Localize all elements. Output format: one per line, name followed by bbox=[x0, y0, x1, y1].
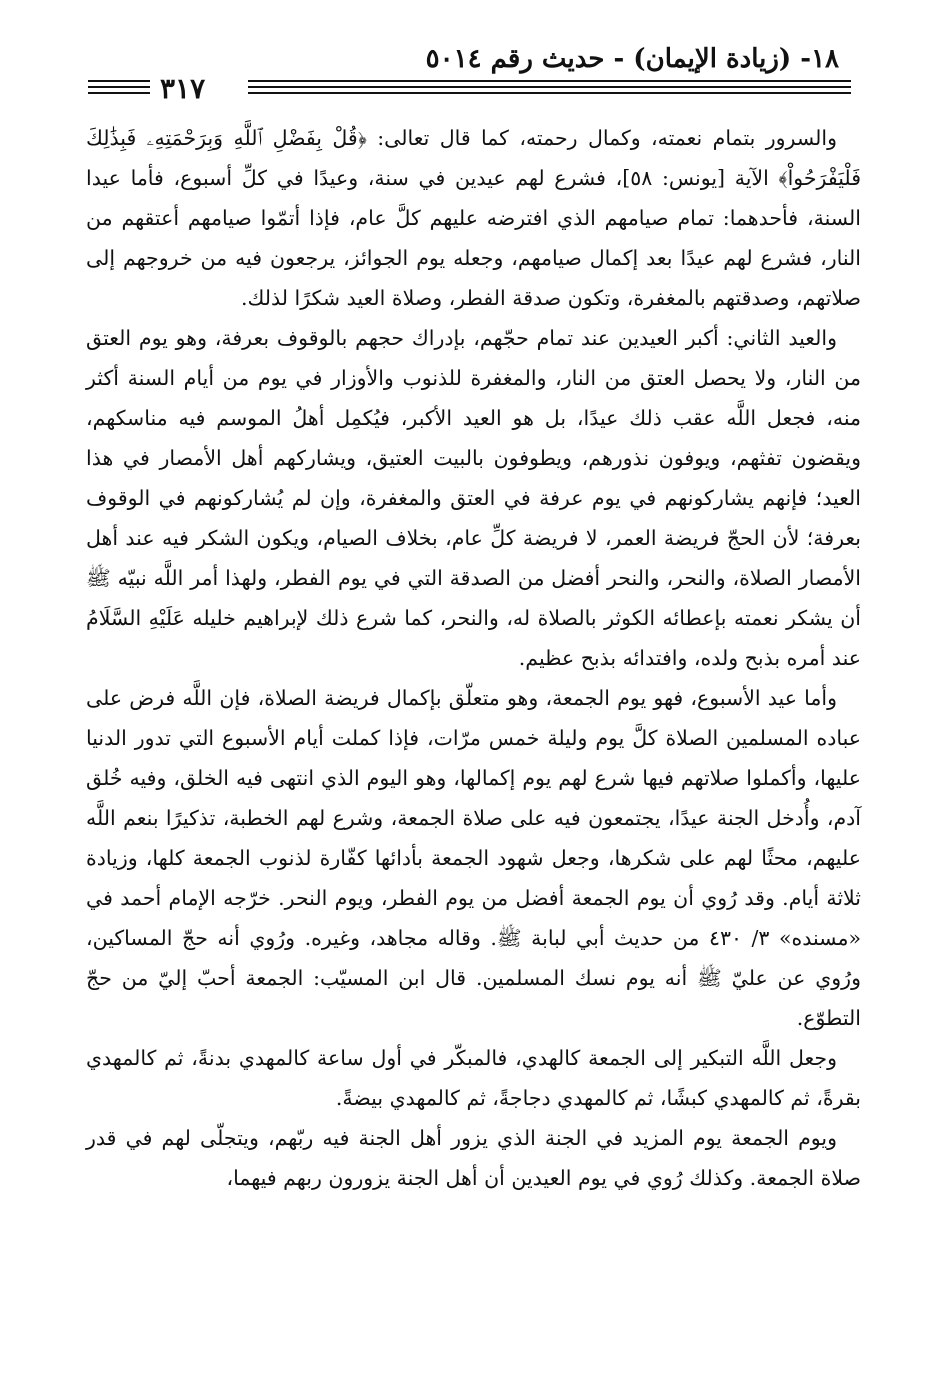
paragraph: والعيد الثاني: أكبر العيدين عند تمام حجّهم، بإدراك حجهم بالوقوف بعرفة، وهو يوم العتق من النار، ولا يحصل العتق من النار، والمغفرة للذنوب والأوزار في يوم من أيام السنة أكثر منه، فجعل اللَّه عقب ذلك عيدًا، بل هو العيد الأكبر، فيُكمِل أهلُ الموسم فيه مناسكهم، ويقضون تفثهم، ويوفون نذورهم، ويطوفون بالبيت العتيق، ويشاركهم أهل الأمصار في هذا العيد؛ فإنهم يشاركونهم في يوم عرفة في العتق والمغفرة، وإن لم يُشاركونهم في الوقوف بعرفة؛ لأن الحجّ فريضة العمر، لا فريضة كلِّ عام، بخلاف الصيام، ويكون الشكر فيه عند أهل الأمصار الصلاة، والنحر، والنحر أفضل من الصدقة التي في يوم الفطر، ولهذا أمر اللَّه نبيّه ﷺ أن يشكر نعمته بإعطائه الكوثر بالصلاة له، والنحر، كما شرع ذلك لإبراهيم خليله عَلَيْهِ السَّلَامُ عند أمره بذبح ولده، وافتدائه بذبح عظيم. bbox=[86, 326, 861, 670]
paragraph: والسرور بتمام نعمته، وكمال رحمته، كما قال تعالى: ﴿قُلْ بِفَضْلِ ٱللَّهِ وَبِرَحْمَتِهِۦ فَبِذَٰلِكَ فَلْيَفْرَحُواْ﴾ الآية [يونس: ٥٨]، فشرع لهم عيدين في سنة، وعيدًا في كلِّ أسبوع، فأما عيدا السنة، فأحدهما: تمام صيامهم الذي افترضه عليهم كلَّ عام، فإذا أتمّوا صيامهم أعتقهم من النار، فشرع لهم عيدًا بعد إكمال صيامهم، وجعله يوم الجوائز، يرجعون فيه من خروجهم إلى صلاتهم، وصدقتهم بالمغفرة، وتكون صدقة الفطر، وصلاة العيد شكرًا لذلك. bbox=[86, 126, 862, 310]
paragraph: وجعل اللَّه التبكير إلى الجمعة كالهدي، فالمبكّر في أول ساعة كالمهدي بدنةً، ثم كالمهدي بقرةً، ثم كالمهدي كبشًا، ثم كالمهدي دجاجةً، ثم كالمهدي بيضةً. bbox=[86, 1046, 861, 1110]
body-text bbox=[86, 118, 861, 1198]
paragraph: وأما عيد الأسبوع، فهو يوم الجمعة، وهو متعلّق بإكمال فريضة الصلاة، فإن اللَّه فرض على عباده المسلمين الصلاة كلَّ يوم وليلة خمس مرّات، فإذا كملت أيام الأسبوع التي تدور الدنيا عليها، وأكملوا صلاتهم فيها شرع لهم يوم إكمالها، وهو اليوم الذي انتهى فيه الخلق، وفيه خُلق آدم، وأُدخل الجنة عيدًا، يجتمعون فيه على صلاة الجمعة، وشرع لهم الخطبة، تذكيرًا بنعم اللَّه عليهم، محثًا لهم على شكرها، وجعل شهود الجمعة بأدائها كفّارة لذنوب الجمعة كلها، وزيادة ثلاثة أيام. وقد رُوي أن يوم الجمعة أفضل من يوم الفطر، ويوم النحر. خرّجه الإمام أحمد في «مسنده» ٣/ ٤٣٠ من حديث أبي لبابة ﷺ. وقاله مجاهد، وغيره. ورُوي أنه حجّ المساكين، ورُوي عن عليّ ﷺ أنه يوم نسك المسلمين. قال ابن المسيّب: الجمعة أحبّ إليّ من حجّ التطوّع. bbox=[86, 686, 861, 1030]
page-number: ٣١٧ bbox=[160, 72, 206, 105]
page-number-rule bbox=[88, 80, 150, 82]
page-number-rule bbox=[88, 92, 150, 94]
header-rule bbox=[248, 86, 851, 88]
header-rule bbox=[248, 80, 851, 82]
running-header-title: ١٨- (زيادة الإيمان) - حديث رقم ٥٠١٤ bbox=[425, 44, 839, 74]
page-number-rule bbox=[88, 86, 150, 88]
paragraph: ويوم الجمعة يوم المزيد في الجنة الذي يزور أهل الجنة فيه ربّهم، ويتجلّى لهم في قدر صلاة الجمعة. وكذلك رُوي في يوم العيدين أن أهل الجنة يزورون ربهم فيهما، bbox=[86, 1126, 861, 1190]
header-rule bbox=[248, 92, 851, 94]
